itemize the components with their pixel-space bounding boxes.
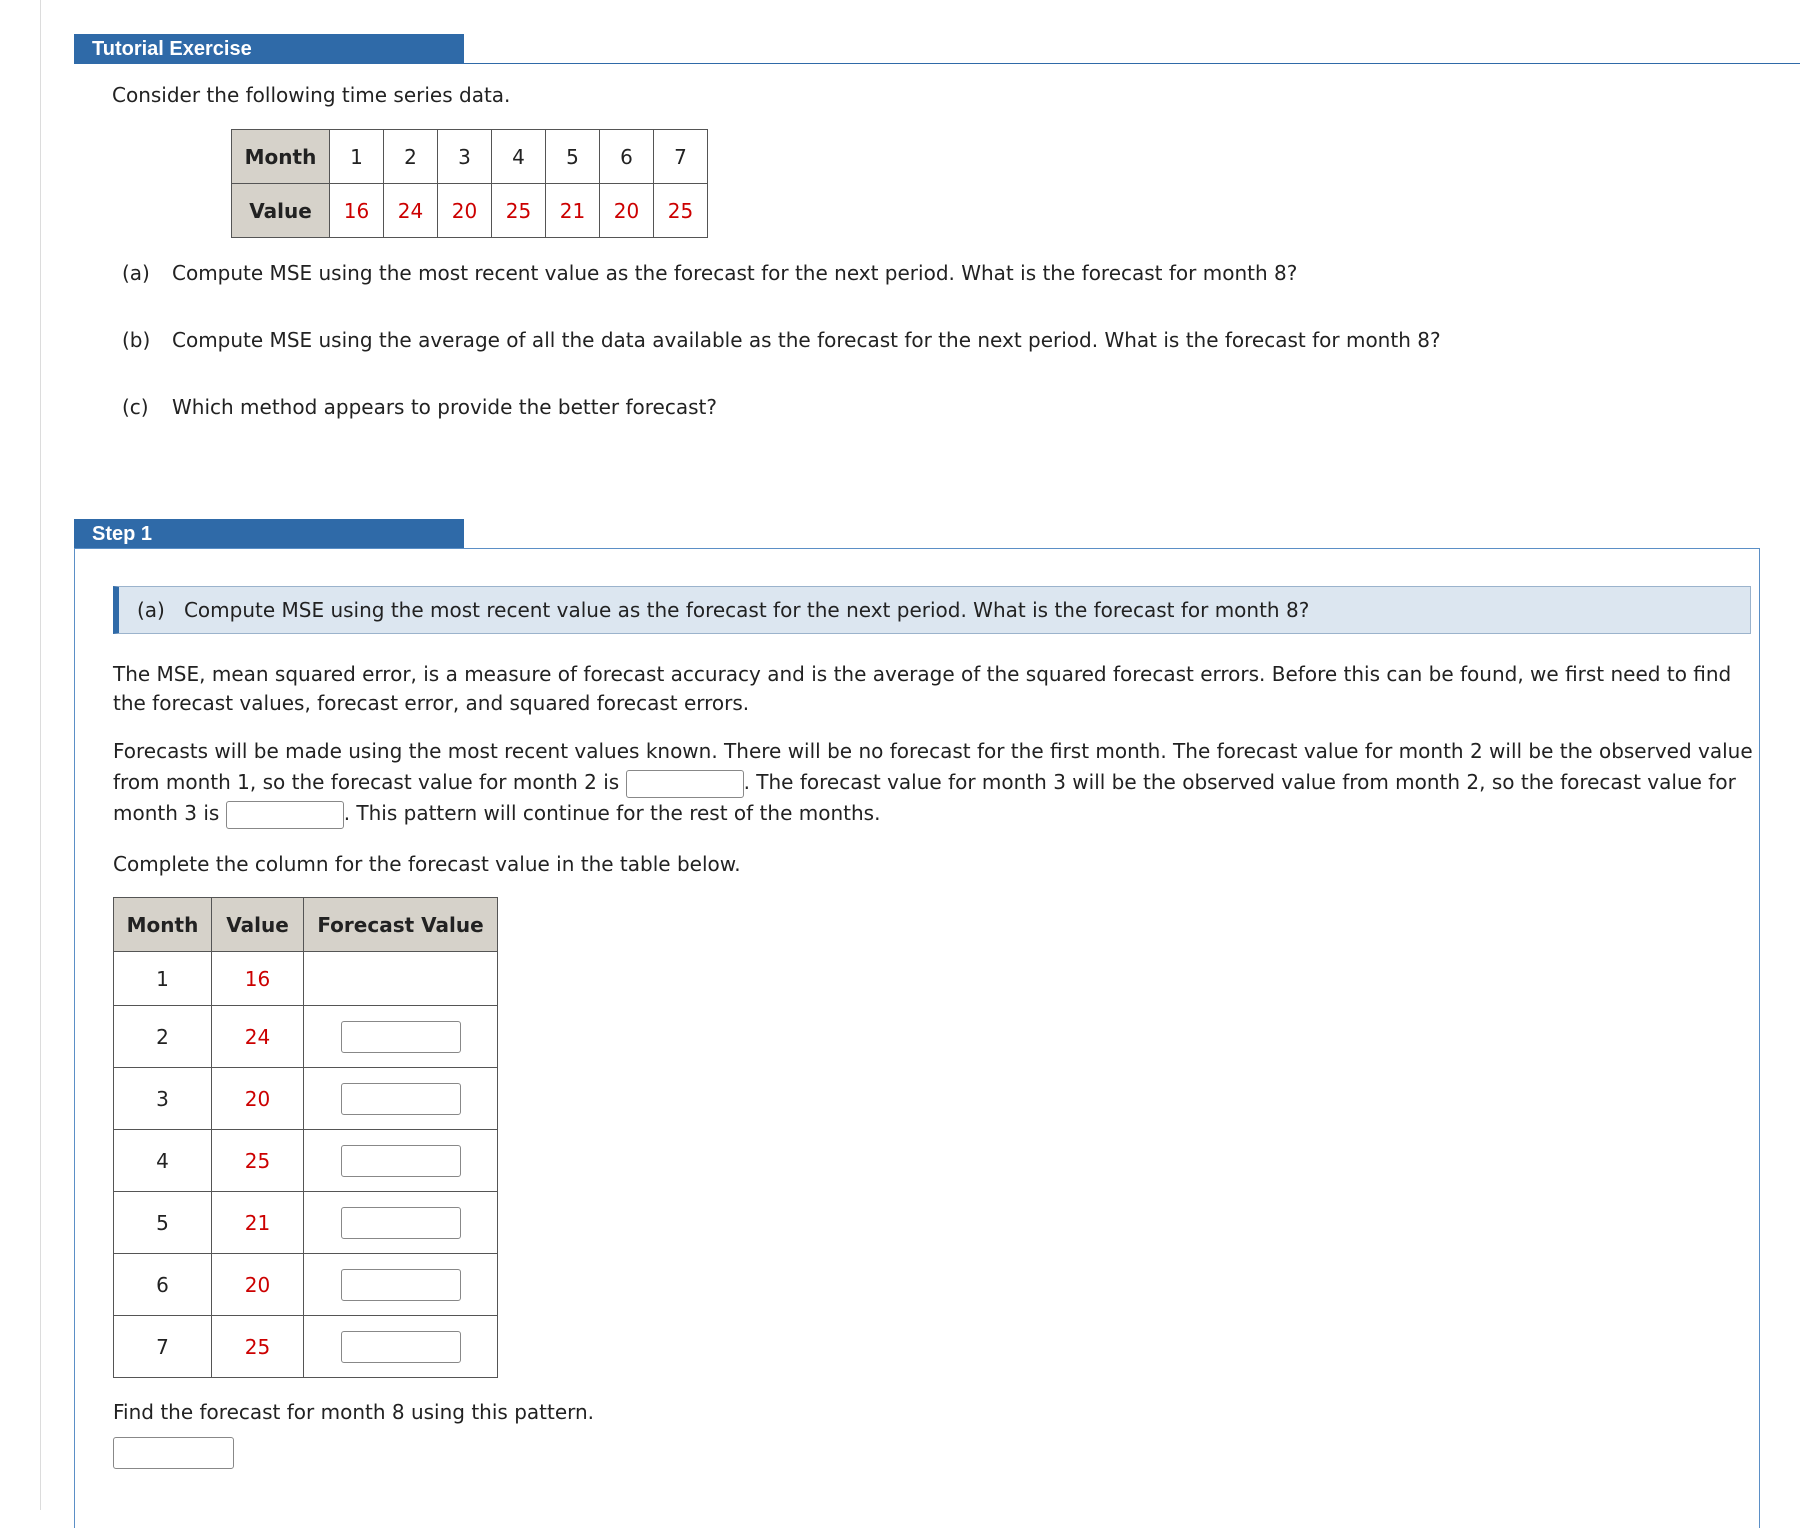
- forecast-input-month-4[interactable]: [341, 1145, 461, 1177]
- table-row: [114, 1130, 498, 1192]
- callout-text: Compute MSE using the most recent value as the forecast for the next period. What is the forecast for month 8?: [183, 598, 1310, 622]
- month-cell: 2: [114, 1006, 212, 1068]
- month-cell: 5: [114, 1192, 212, 1254]
- question-b-text: Compute MSE using the average of all the data available as the forecast for the next period. What is the forecast for month 8?: [172, 328, 1441, 352]
- mse-explanation: The MSE, mean squared error, is a measure of forecast accuracy and is the average of the squared forecast errors. Before this can be found, we first need to find the forecast values, forecast error, and squared forecast errors.: [113, 662, 1732, 715]
- table-row: [114, 1006, 498, 1068]
- time-series-table: [231, 129, 708, 238]
- value-cell: 21: [546, 184, 600, 238]
- table-row: [114, 1068, 498, 1130]
- left-margin-rule: [40, 0, 41, 1510]
- value-cell: 25: [212, 1316, 304, 1378]
- forecast-input-month-7[interactable]: [341, 1331, 461, 1363]
- table-row: [114, 1192, 498, 1254]
- value-cell: 25: [492, 184, 546, 238]
- table-row: [114, 1254, 498, 1316]
- value-cell: 24: [212, 1006, 304, 1068]
- tutorial-exercise-header: Tutorial Exercise: [74, 34, 464, 64]
- value-cell: 25: [212, 1130, 304, 1192]
- month-cell: 3: [114, 1068, 212, 1130]
- month-cell: 1: [114, 952, 212, 1006]
- callout-label: (a): [137, 598, 165, 622]
- value-cell: 21: [212, 1192, 304, 1254]
- month-cell: 7: [114, 1316, 212, 1378]
- complete-column-instruction: Complete the column for the forecast value in the table below.: [113, 852, 741, 876]
- forecast-input-month-3[interactable]: [341, 1083, 461, 1115]
- value-cell: 20: [212, 1254, 304, 1316]
- find-month-8-instruction: Find the forecast for month 8 using this pattern.: [113, 1400, 595, 1424]
- value-cell: 24: [384, 184, 438, 238]
- tutorial-header-rule: [464, 63, 1800, 64]
- forecast-input-month-5[interactable]: [341, 1207, 461, 1239]
- forecast-input-month-2[interactable]: [341, 1021, 461, 1053]
- step-1-header: Step 1: [74, 519, 464, 549]
- month-cell: 7: [654, 130, 708, 184]
- forecast-explanation: [113, 736, 1758, 829]
- month-2-forecast-input[interactable]: [626, 770, 744, 798]
- month-cell: 6: [114, 1254, 212, 1316]
- question-a-label: (a): [122, 261, 150, 285]
- forecast-cell-empty: [304, 952, 498, 1006]
- col-header-value: Value: [212, 898, 304, 952]
- forecast-table-header-row: [114, 898, 498, 952]
- value-cell: 25: [654, 184, 708, 238]
- month-cell: 5: [546, 130, 600, 184]
- value-cell: 16: [330, 184, 384, 238]
- value-cell: 20: [438, 184, 492, 238]
- table-row: [114, 1316, 498, 1378]
- forecast-cell: [304, 1068, 498, 1130]
- col-header-forecast-value: Forecast Value: [304, 898, 498, 952]
- forecast-explanation-part3: . This pattern will continue for the rest of the months.: [343, 801, 881, 825]
- month-cell: 6: [600, 130, 654, 184]
- month-header: Month: [232, 130, 330, 184]
- value-row: [232, 184, 708, 238]
- month-3-forecast-input[interactable]: [226, 801, 344, 829]
- month-cell: 4: [114, 1130, 212, 1192]
- month-cell: 4: [492, 130, 546, 184]
- forecast-cell: [304, 1130, 498, 1192]
- forecast-input-month-6[interactable]: [341, 1269, 461, 1301]
- month-cell: 3: [438, 130, 492, 184]
- question-c-label: (c): [122, 395, 149, 419]
- intro-text: Consider the following time series data.: [112, 83, 511, 107]
- forecast-explanation-part1: Forecasts will be made using the most recent values known. There will be no forecast for the first month. The forecast value for month 2 will be the observed value from month 1, so the forecast value for month 2 is: [113, 739, 1753, 794]
- month-cell: 2: [384, 130, 438, 184]
- forecast-cell: [304, 1316, 498, 1378]
- forecast-table: [113, 897, 498, 1378]
- month-8-forecast-input[interactable]: [113, 1437, 234, 1469]
- forecast-cell: [304, 1192, 498, 1254]
- question-b-label: (b): [122, 328, 151, 352]
- value-cell: 16: [212, 952, 304, 1006]
- value-cell: 20: [600, 184, 654, 238]
- forecast-cell: [304, 1254, 498, 1316]
- month-cell: 1: [330, 130, 384, 184]
- col-header-month: Month: [114, 898, 212, 952]
- step-1-callout: [113, 586, 1751, 634]
- value-header: Value: [232, 184, 330, 238]
- forecast-explanation-part2: . The forecast value for month 3 will be the observed value from month 2, so the forecast value for month 3 is: [113, 770, 1736, 825]
- month-row: [232, 130, 708, 184]
- question-a-text: Compute MSE using the most recent value as the forecast for the next period. What is the forecast for month 8?: [172, 261, 1298, 285]
- value-cell: 20: [212, 1068, 304, 1130]
- forecast-cell: [304, 1006, 498, 1068]
- question-c-text: Which method appears to provide the better forecast?: [172, 395, 717, 419]
- table-row: [114, 952, 498, 1006]
